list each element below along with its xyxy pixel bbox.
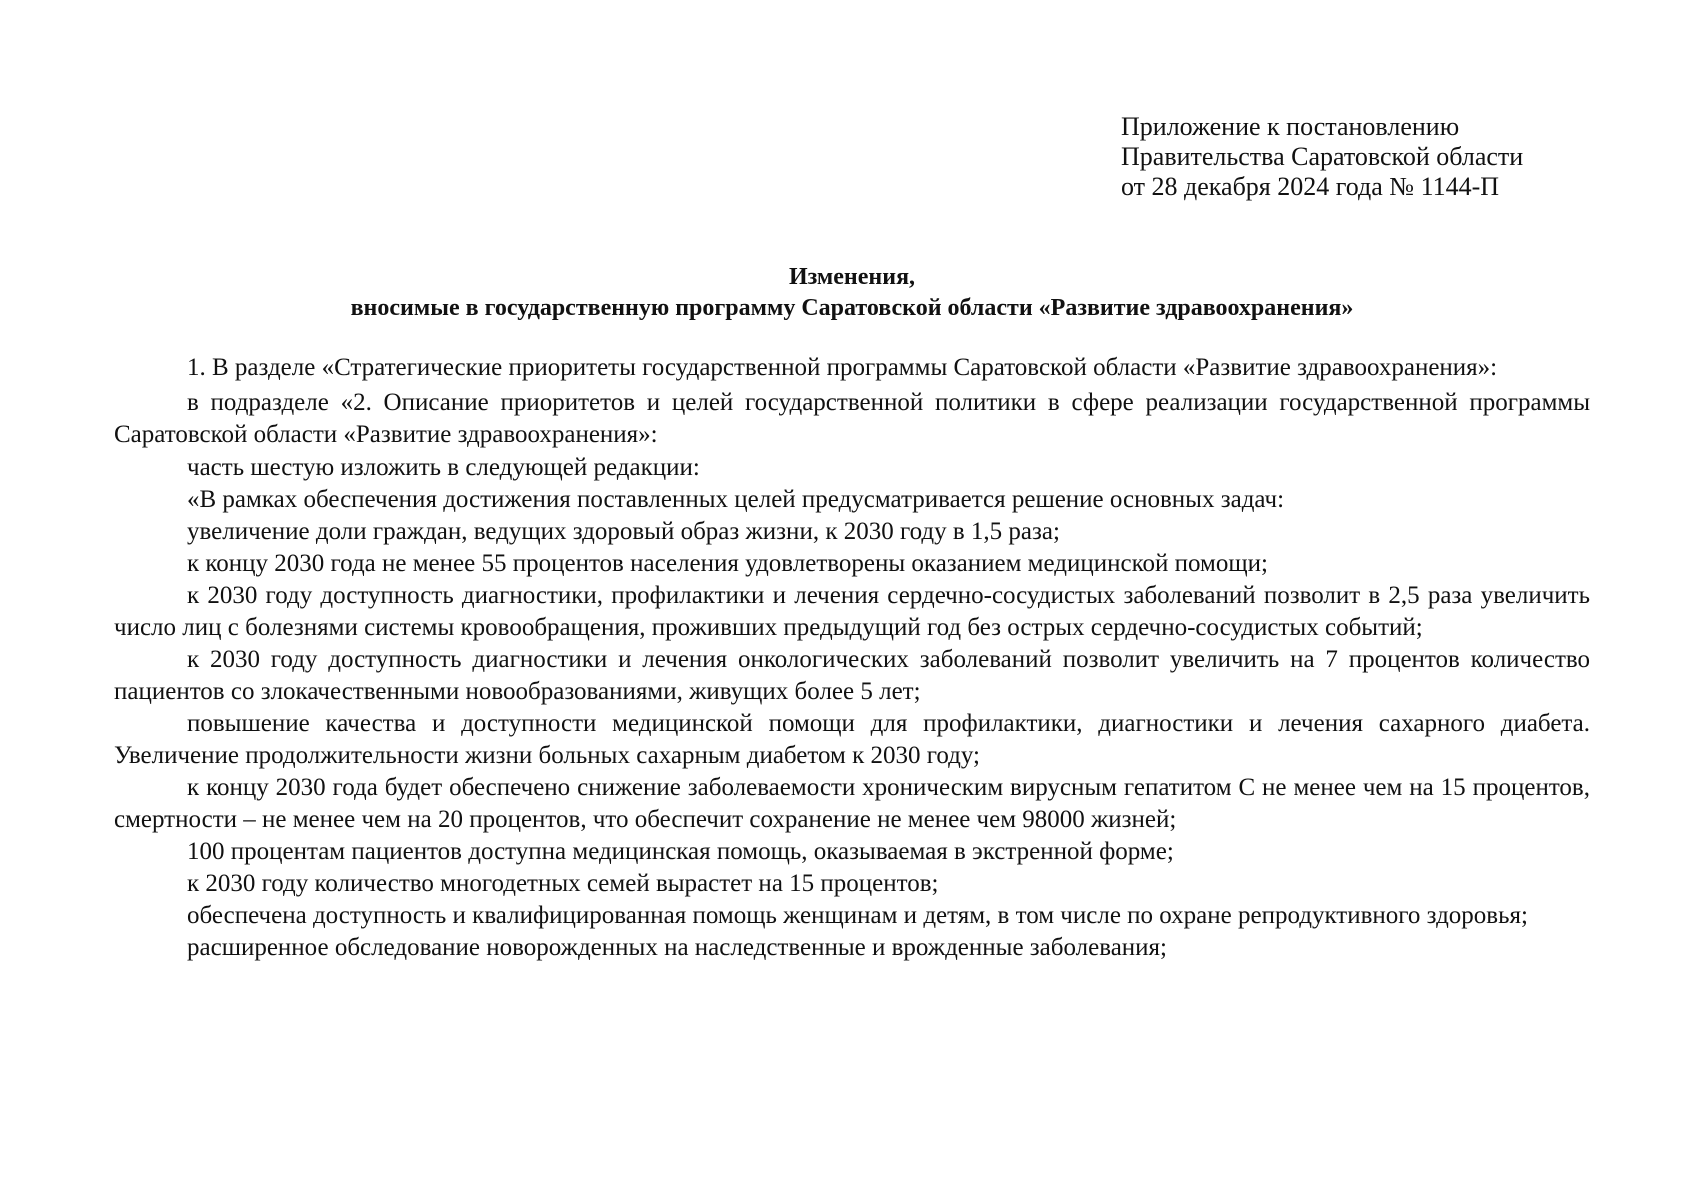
paragraph-3: часть шестую изложить в следующей редакции: xyxy=(187,454,700,481)
paragraph-2: в подразделе «2. Описание приоритетов и целей государственной политики в сфере реализации государственной программы Саратовской области «Развитие здравоохранения»: xyxy=(114,389,1590,448)
paragraph-5: увеличение доли граждан, ведущих здоровый образ жизни, к 2030 году в 1,5 раза; xyxy=(187,518,1060,545)
paragraph-10: к концу 2030 года будет обеспечено снижение заболеваемости хроническим вирусным гепатитом С не менее чем на 15 процентов, смертности – не менее чем на 20 процентов, что обеспечит сохранение не менее чем 98000 жизней; xyxy=(114,774,1590,833)
title-line-1: Изменения, xyxy=(788,264,916,290)
appendix-line-1: Приложение к постановлению xyxy=(1121,112,1460,141)
paragraph-11: 100 процентам пациентов доступна медицинская помощь, оказываемая в экстренной форме; xyxy=(187,838,1174,865)
appendix-line-3: от 28 декабря 2024 года № 1144-П xyxy=(1121,172,1500,201)
paragraph-7: к 2030 году доступность диагностики, профилактики и лечения сердечно-сосудистых заболеваний позволит в 2,5 раза увеличить число лиц с болезнями системы кровообращения, проживших предыдущий год без острых сердечно-сосудистых событий; xyxy=(114,582,1590,641)
paragraph-1: 1. В разделе «Стратегические приоритеты государственной программы Саратовской области «Развитие здравоохранения»: xyxy=(187,354,1498,381)
paragraph-12: к 2030 году количество многодетных семей вырастет на 15 процентов; xyxy=(187,870,939,897)
paragraph-8: к 2030 году доступность диагностики и лечения онкологических заболеваний позволит увеличить на 7 процентов количество пациентов со злокачественными новообразованиями, живущих более 5 лет; xyxy=(114,646,1590,705)
paragraph-4: «В рамках обеспечения достижения поставленных целей предусматривается решение основных задач: xyxy=(187,486,1285,513)
paragraph-9: повышение качества и доступности медицинской помощи для профилактики, диагностики и лечения сахарного диабета. Увеличение продолжительности жизни больных сахарным диабетом к 2030 году; xyxy=(114,710,1590,769)
appendix-header xyxy=(1121,112,1621,202)
paragraph-13: обеспечена доступность и квалифицированная помощь женщинам и детям, в том числе по охране репродуктивного здоровья; xyxy=(187,902,1528,929)
document-title xyxy=(114,262,1590,324)
appendix-line-2: Правительства Саратовской области xyxy=(1121,142,1524,171)
title-line-2: вносимые в государственную программу Саратовской области «Развитие здравоохранения» xyxy=(350,295,1354,321)
paragraph-6: к концу 2030 года не менее 55 процентов населения удовлетворены оказанием медицинской помощи; xyxy=(187,550,1268,577)
document-body xyxy=(114,352,1590,964)
paragraph-14: расширенное обследование новорожденных на наследственные и врожденные заболевания; xyxy=(187,934,1168,961)
